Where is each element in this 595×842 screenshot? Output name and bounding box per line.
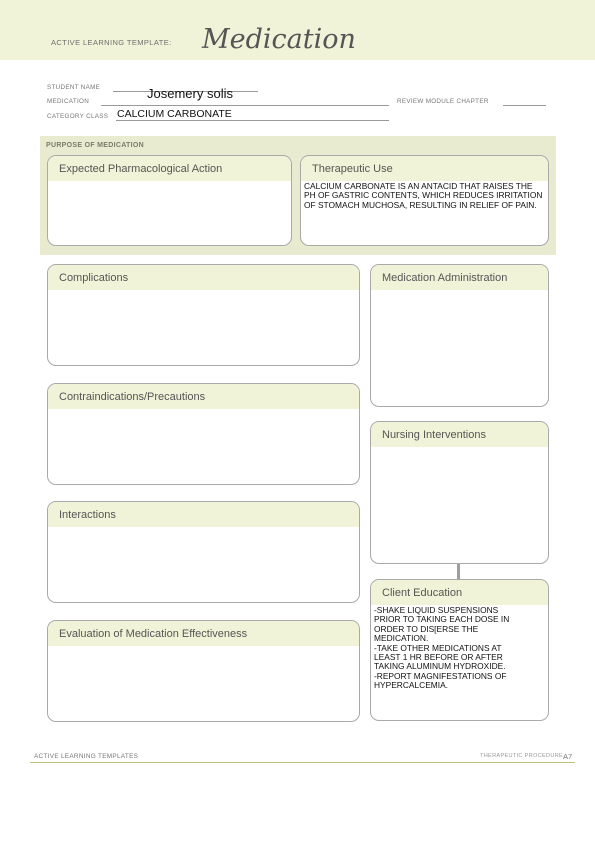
evaluation-body [48,646,359,648]
nursing-interventions-body [371,447,548,449]
client-education-line: -SHAKE LIQUID SUSPENSIONS [374,605,499,615]
expected-action-box[interactable] [47,155,292,246]
client-education-line: ORDER TO DIS[ERSE THE [374,623,479,634]
footer-right-label: THERAPEUTIC PROCEDURE [480,753,564,759]
client-education-line: -TAKE OTHER MEDICATIONS AT [374,642,502,653]
therapeutic-use-box[interactable] [300,155,549,246]
client-education-line: MEDICATION. [374,633,429,644]
client-education-title: Client Education [371,580,548,605]
student-name-value[interactable]: Josemery solis [147,86,233,101]
template-prefix: ACTIVE LEARNING TEMPLATE: [51,38,172,47]
client-education-line: PRIOR TO TAKING EACH DOSE IN [374,614,510,625]
medication-administration-body [371,290,548,292]
complications-body [48,290,359,292]
client-education-body [371,605,548,691]
medication-administration-title: Medication Administration [371,265,548,290]
interactions-box[interactable] [47,501,360,603]
review-module-line [503,105,546,106]
page-title: Medication [202,24,356,55]
complications-box[interactable] [47,264,360,366]
client-education-line: HYPERCALCEMIA. [374,680,448,691]
footer-rule [30,762,575,763]
interactions-title: Interactions [48,502,359,527]
expected-action-body [48,181,291,183]
client-education-line: TAKING ALUMINUM HYDROXIDE. [374,661,506,672]
footer-left-label: ACTIVE LEARNING TEMPLATES [34,753,139,760]
medication-label: MEDICATION [47,98,90,105]
contraindications-body [48,409,359,411]
complications-title: Complications [48,265,359,290]
client-education-line: LEAST 1 HR BEFORE OR AFTER [374,652,503,663]
therapeutic-use-body: CALCIUM CARBONATE IS AN ANTACID THAT RAISES THE PH OF GASTRIC CONTENTS, WHICH REDUCES IRRITATION OF STOMACH MUCHOSA, RESULTING IN RELIEF OF PAIN. [304,181,543,210]
footer-page-number: A7 [563,752,573,761]
evaluation-title: Evaluation of Medication Effectiveness [48,621,359,646]
therapeutic-use-title: Therapeutic Use [301,156,548,181]
medication-administration-box[interactable] [370,264,549,407]
review-module-label: REVIEW MODULE CHAPTER [397,98,489,105]
category-class-label: CATEGORY CLASS [47,113,109,120]
category-class-value[interactable]: CALCIUM CARBONATE [117,108,232,120]
contraindications-box[interactable] [47,383,360,485]
connector-line [457,564,460,579]
evaluation-box[interactable] [47,620,360,722]
interactions-body [48,527,359,529]
client-education-box[interactable] [370,579,549,721]
contraindications-title: Contraindications/Precautions [48,384,359,409]
medication-line [101,105,389,106]
expected-action-title: Expected Pharmacological Action [48,156,291,181]
nursing-interventions-title: Nursing Interventions [371,422,548,447]
category-class-line [116,120,389,121]
purpose-label: PURPOSE OF MEDICATION [46,142,144,149]
client-education-line: -REPORT MAGNIFESTATIONS OF [374,670,507,681]
nursing-interventions-box[interactable] [370,421,549,564]
student-name-label: STUDENT NAME [47,84,101,91]
